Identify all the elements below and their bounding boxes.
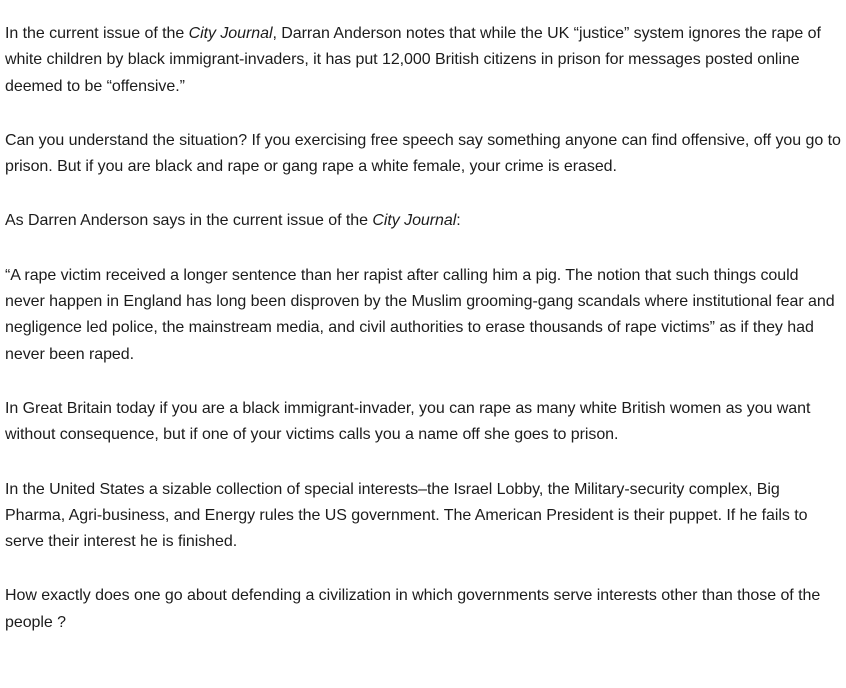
publication-name: City Journal [188, 25, 273, 42]
paragraph-1-lead: In the current issue of the [5, 25, 189, 42]
paragraph-3-lead: As Darren Anderson says in the current issue of the [5, 212, 373, 230]
paragraph-2: Can you understand the situation? If you exercising free speech say something anyone can find offensive, off you go to prison. But if you are black and rape or gang rape a white female, your crime is erased. [5, 131, 841, 176]
paragraph-1 [5, 21, 841, 100]
quote-paragraph: “A rape victim received a longer sentence than her rapist after calling him a pig. The notion that such things could never happen in England has long been disproven by the Muslim grooming-gang scandals where institutional fear and negligence led police, the mainstream media, and civil authorities to erase thousands of rape victims” as if they had never been raped. [5, 266, 835, 363]
paragraph-3-rest: : [456, 212, 461, 230]
paragraph-7: How exactly does one go about defending a civilization in which governments serve interests other than those of the people ? [5, 587, 821, 631]
paragraph-3 [5, 208, 841, 234]
article-body [5, 21, 841, 664]
paragraph-6: In the United States a sizable collection of special interests–the Israel Lobby, the Military-security complex, Big Pharma, Agri-business, and Energy rules the US government. The American President is their puppet. If he fails to serve their interest he is finished. [5, 480, 808, 551]
paragraph-1-rest: , Darran Anderson notes that while the UK “justice” system ignores the rape of white children by black immigrant-invaders, it has put 12,000 British citizens in prison for messages posted online deemed to be “offensive.” [5, 25, 821, 95]
publication-name: City Journal [372, 212, 457, 230]
paragraph-5: In Great Britain today if you are a black immigrant-invader, you can rape as many white British women as you want without consequence, but if one of your victims calls you a name off she goes to prison. [5, 399, 811, 444]
